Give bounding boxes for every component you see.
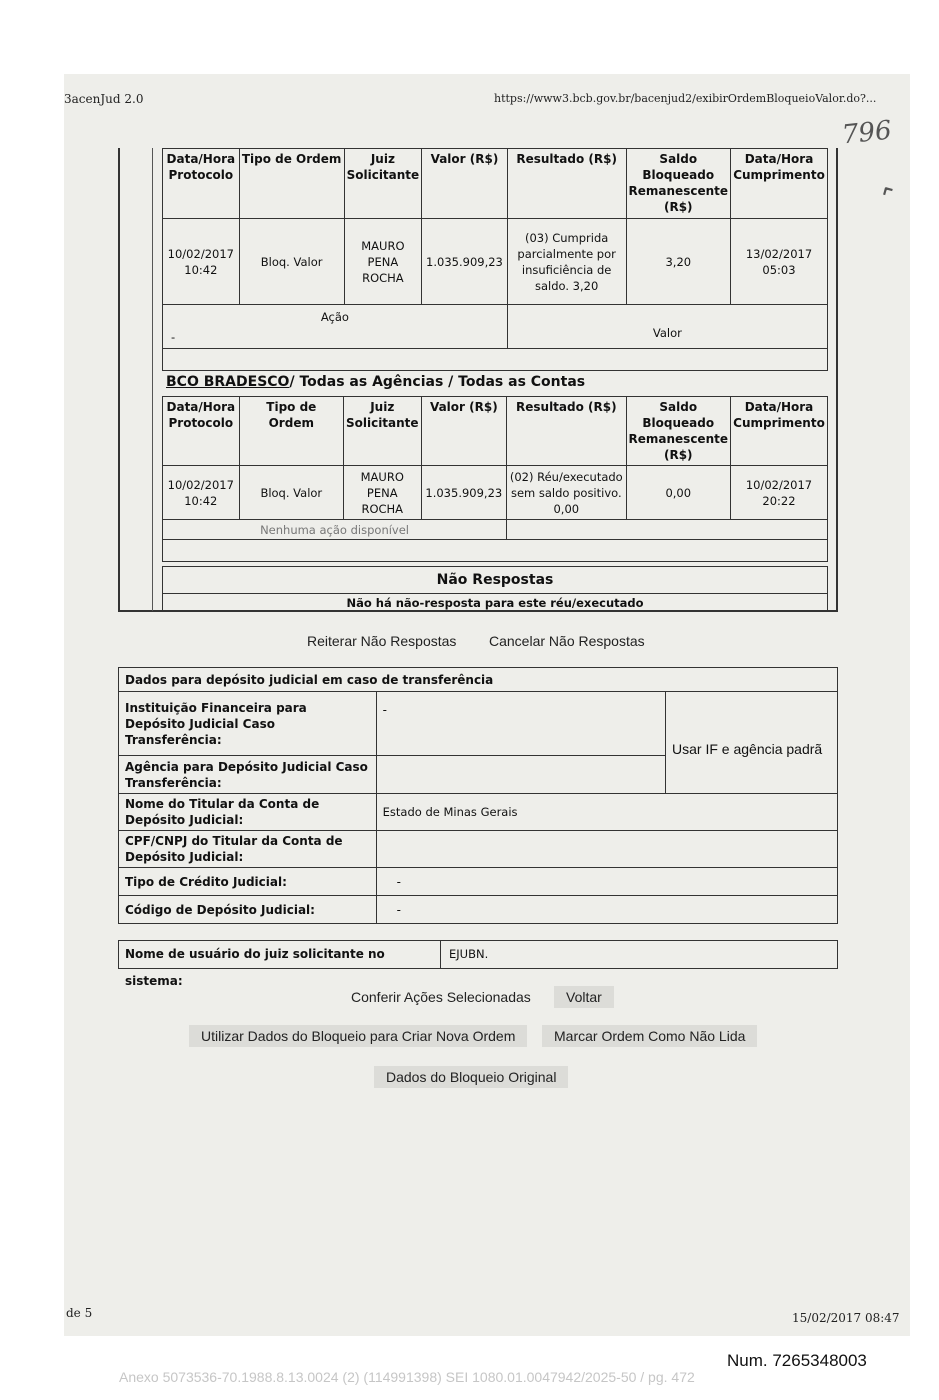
cell-value: 1.035.909,23 — [421, 466, 507, 520]
col-valor: Valor (R$) — [422, 149, 508, 219]
cancelar-button[interactable]: Cancelar Não Respostas — [489, 633, 645, 649]
table-header-row — [163, 397, 828, 466]
anexo-stamp: Anexo 5073536-70.1988.8.13.0024 (2) (114991398) SEI 1080.01.0047942/2025-50 / pg. 472 — [119, 1369, 695, 1385]
cell-cumprimento: 13/02/2017 05:03 — [731, 219, 828, 305]
no-action-row — [163, 520, 828, 540]
deposito-codigo-row — [119, 896, 838, 924]
col-data-protocolo: Data/Hora Protocolo — [163, 397, 240, 466]
spacer-cell — [163, 349, 828, 371]
col-juiz: Juiz Solicitante — [344, 149, 422, 219]
nao-respostas-title: Não Respostas — [163, 567, 827, 594]
handwritten-page-number: 796 — [840, 115, 894, 151]
deposito-cpf-row — [119, 831, 838, 868]
col-juiz: Juiz Solicitante — [343, 397, 421, 466]
col-cumprimento: Data/Hora Cumprimento — [731, 397, 828, 466]
action-select[interactable]: - — [171, 330, 176, 344]
deposito-table — [118, 667, 838, 924]
action-row — [163, 305, 828, 349]
page-url: https://www3.bcb.gov.br/bacenjud2/exibirOrdemBloqueioValor.do?... — [494, 92, 877, 105]
col-tipo-ordem: Tipo de Ordem — [239, 397, 343, 466]
table-row — [163, 219, 828, 305]
table-row — [163, 466, 828, 520]
col-data-protocolo: Data/Hora Protocolo — [163, 149, 240, 219]
deposito-tipo-row — [119, 868, 838, 896]
bank-title — [166, 374, 585, 390]
cell-saldo: 3,20 — [626, 219, 730, 305]
reiterar-button[interactable]: Reiterar Não Respostas — [307, 633, 457, 649]
tipo-select[interactable]: - — [376, 868, 837, 896]
col-valor: Valor (R$) — [421, 397, 507, 466]
spacer-row — [163, 540, 828, 562]
if-label: Instituição Financeira para Depósito Judicial Caso Transferência: — [119, 692, 377, 756]
valor-label: Valor — [507, 305, 827, 349]
print-datetime: 15/02/2017 08:47 — [792, 1311, 900, 1325]
usar-if-option[interactable]: Usar IF e agência padrã — [666, 692, 838, 794]
cell-date: 10/02/2017 10:42 — [163, 466, 240, 520]
deposito-title-row — [119, 668, 838, 692]
voltar-button[interactable]: Voltar — [554, 986, 614, 1008]
deposito-titular-row — [119, 794, 838, 831]
cell-result: (02) Réu/executado sem saldo positivo. 0,00 — [507, 466, 626, 520]
cell-date: 10/02/2017 10:42 — [163, 219, 240, 305]
document-number: Num. 7265348003 — [727, 1351, 867, 1370]
page-count: de 5 — [66, 1306, 93, 1320]
codigo-label: Código de Depósito Judicial: — [119, 896, 377, 924]
agencia-field[interactable] — [376, 756, 665, 794]
app-title: 3acenJud 2.0 — [64, 92, 144, 106]
usuario-value: EJUBN. — [449, 947, 489, 961]
marcar-nao-lida-button[interactable]: Marcar Ordem Como Não Lida — [542, 1025, 757, 1047]
col-resultado: Resultado (R$) — [507, 397, 626, 466]
col-resultado: Resultado (R$) — [507, 149, 626, 219]
table-header-row — [163, 149, 828, 219]
order-table-1 — [162, 148, 828, 371]
usuario-label: Nome de usuário do juiz solicitante no sistema: — [119, 941, 441, 968]
dados-bloqueio-original-button[interactable]: Dados do Bloqueio Original — [374, 1066, 568, 1088]
col-tipo-ordem: Tipo de Ordem — [239, 149, 344, 219]
order-table-2 — [162, 396, 828, 562]
spacer-row — [163, 349, 828, 371]
titular-value: Estado de Minas Gerais — [376, 794, 837, 831]
cell-cumprimento: 10/02/2017 20:22 — [731, 466, 828, 520]
deposito-title: Dados para depósito judicial em caso de transferência — [119, 668, 838, 692]
cell-value: 1.035.909,23 — [422, 219, 508, 305]
conferir-button[interactable]: Conferir Ações Selecionadas — [351, 989, 531, 1005]
usuario-box — [118, 940, 838, 988]
handwritten-mark: ⌃ — [873, 178, 908, 216]
tipo-label: Tipo de Crédito Judicial: — [119, 868, 377, 896]
criar-nova-ordem-button[interactable]: Utilizar Dados do Bloqueio para Criar Nova Ordem — [189, 1025, 527, 1047]
bank-name-link[interactable]: BCO BRADESCO — [166, 374, 290, 390]
no-action-empty — [507, 520, 828, 540]
cpf-label: CPF/CNPJ do Titular da Conta de Depósito Judicial: — [119, 831, 377, 868]
bank-suffix: / Todas as Agências / Todas as Contas — [289, 374, 586, 390]
deposito-if-row — [119, 692, 838, 756]
frame-inner-border — [152, 148, 153, 611]
codigo-select[interactable]: - — [376, 896, 837, 924]
cell-result: (03) Cumprida parcialmente por insuficiência de saldo. 3,20 — [507, 219, 626, 305]
col-saldo: Saldo Bloqueado Remanescente (R$) — [626, 397, 730, 466]
nao-respostas-message: Não há não-resposta para este réu/executado — [346, 596, 644, 610]
spacer-cell — [163, 540, 828, 562]
nao-respostas-box — [162, 566, 828, 612]
frame-left-border — [118, 148, 120, 611]
cell-saldo: 0,00 — [626, 466, 730, 520]
action-cell — [163, 305, 508, 349]
titular-label: Nome do Titular da Conta de Depósito Judicial: — [119, 794, 377, 831]
action-label: Ação — [320, 310, 349, 324]
no-action-text: Nenhuma ação disponível — [163, 520, 507, 540]
cell-judge: MAURO PENA ROCHA — [343, 466, 421, 520]
cell-type: Bloq. Valor — [239, 219, 344, 305]
agencia-label: Agência para Depósito Judicial Caso Transferência: — [119, 756, 377, 794]
col-cumprimento: Data/Hora Cumprimento — [731, 149, 828, 219]
frame-right-border — [836, 148, 838, 611]
cell-type: Bloq. Valor — [239, 466, 343, 520]
cell-judge: MAURO PENA ROCHA — [344, 219, 422, 305]
if-select[interactable]: - — [376, 692, 665, 756]
col-saldo: Saldo Bloqueado Remanescente (R$) — [626, 149, 730, 219]
cpf-value — [376, 831, 837, 868]
